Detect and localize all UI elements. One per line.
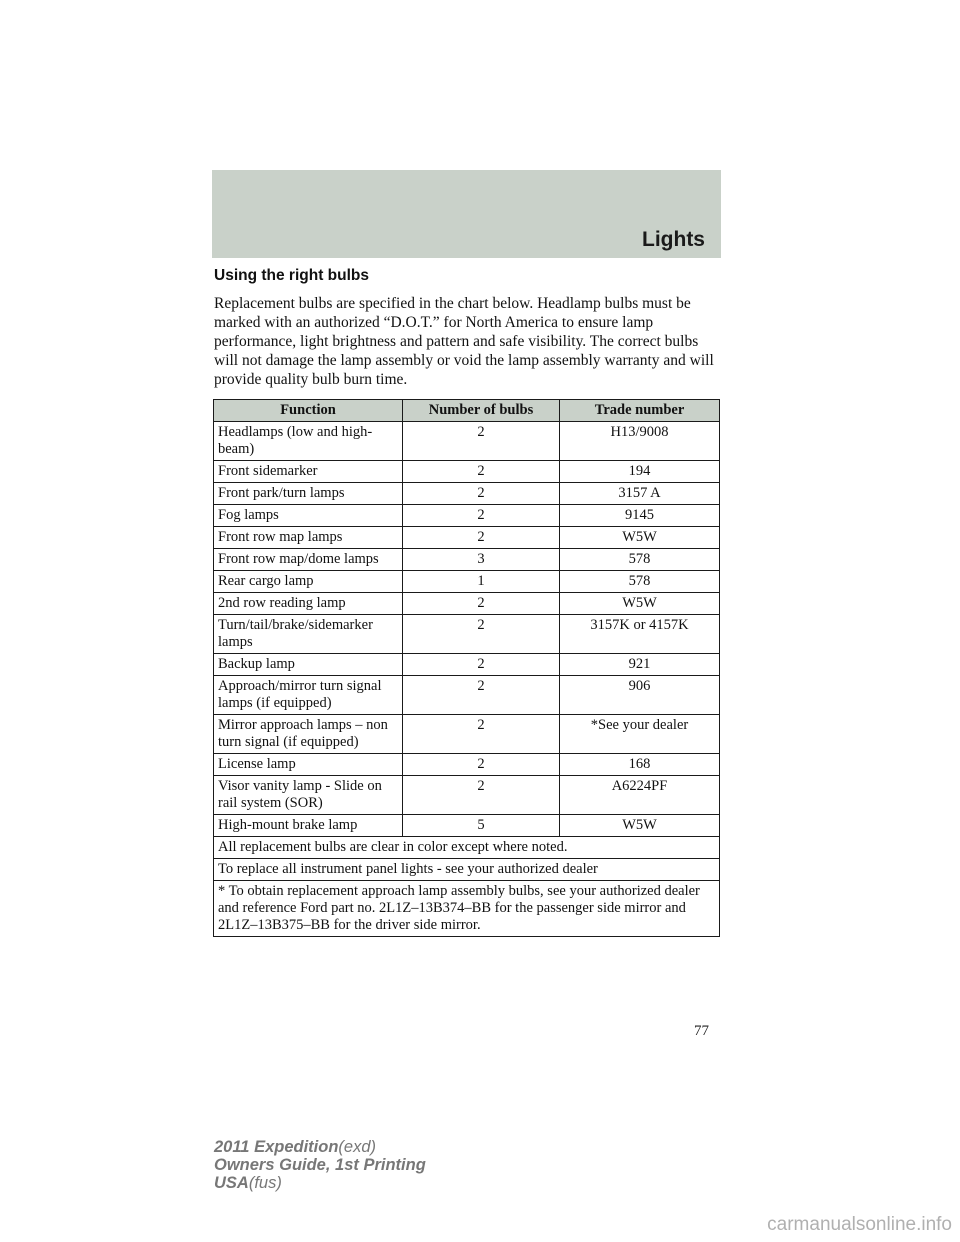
table-row <box>214 422 720 461</box>
bulb-chart-table <box>213 399 720 937</box>
cell-function: Front sidemarker <box>214 461 403 483</box>
cell-number-of-bulbs: 2 <box>403 776 560 815</box>
bulb-table-body <box>214 422 720 837</box>
cell-function: Headlamps (low and high-beam) <box>214 422 403 461</box>
table-row <box>214 571 720 593</box>
column-header-number-of-bulbs: Number of bulbs <box>403 400 560 422</box>
cell-number-of-bulbs: 2 <box>403 461 560 483</box>
cell-trade-number: 3157K or 4157K <box>560 615 720 654</box>
table-note-row <box>214 881 720 937</box>
table-row <box>214 483 720 505</box>
cell-number-of-bulbs: 2 <box>403 615 560 654</box>
section-title: Lights <box>642 228 705 251</box>
page-content <box>214 266 720 937</box>
cell-function: Front row map/dome lamps <box>214 549 403 571</box>
cell-trade-number: 194 <box>560 461 720 483</box>
section-header-band <box>212 170 721 258</box>
table-row <box>214 654 720 676</box>
table-row <box>214 461 720 483</box>
cell-trade-number: *See your dealer <box>560 715 720 754</box>
cell-trade-number: H13/9008 <box>560 422 720 461</box>
table-row <box>214 593 720 615</box>
section-heading: Using the right bulbs <box>214 267 369 284</box>
page-number: 77 <box>694 1023 709 1039</box>
cell-number-of-bulbs: 1 <box>403 571 560 593</box>
cell-function: Fog lamps <box>214 505 403 527</box>
cell-number-of-bulbs: 2 <box>403 527 560 549</box>
cell-function: Front row map lamps <box>214 527 403 549</box>
cell-trade-number: A6224PF <box>560 776 720 815</box>
footer-market-code: (fus) <box>248 1174 282 1192</box>
column-header-trade-number: Trade number <box>560 400 720 422</box>
cell-trade-number: 906 <box>560 676 720 715</box>
print-footer <box>214 1138 426 1192</box>
cell-function: 2nd row reading lamp <box>214 593 403 615</box>
cell-function: High-mount brake lamp <box>214 815 403 837</box>
cell-number-of-bulbs: 2 <box>403 754 560 776</box>
cell-number-of-bulbs: 2 <box>403 483 560 505</box>
footer-line-model <box>214 1138 426 1156</box>
cell-trade-number: 578 <box>560 571 720 593</box>
cell-number-of-bulbs: 2 <box>403 505 560 527</box>
column-header-function: Function <box>214 400 403 422</box>
cell-trade-number: 9145 <box>560 505 720 527</box>
table-note-row <box>214 837 720 859</box>
cell-trade-number: 168 <box>560 754 720 776</box>
cell-trade-number: 921 <box>560 654 720 676</box>
cell-number-of-bulbs: 2 <box>403 676 560 715</box>
cell-number-of-bulbs: 2 <box>403 715 560 754</box>
cell-trade-number: 578 <box>560 549 720 571</box>
cell-function: License lamp <box>214 754 403 776</box>
table-row <box>214 754 720 776</box>
cell-function: Front park/turn lamps <box>214 483 403 505</box>
table-note: All replacement bulbs are clear in color except where noted. <box>214 837 720 859</box>
table-note: * To obtain replacement approach lamp assembly bulbs, see your authorized dealer and reference Ford part no. 2L1Z–13B374–BB for the passenger side mirror and 2L1Z–13B375–BB for the driver side mirror. <box>214 881 720 937</box>
cell-number-of-bulbs: 2 <box>403 422 560 461</box>
cell-function: Turn/tail/brake/sidemarker lamps <box>214 615 403 654</box>
footer-model: 2011 Expedition <box>214 1138 339 1156</box>
cell-number-of-bulbs: 2 <box>403 654 560 676</box>
cell-trade-number: W5W <box>560 815 720 837</box>
table-row <box>214 776 720 815</box>
table-note: To replace all instrument panel lights - see your authorized dealer <box>214 859 720 881</box>
table-note-row <box>214 859 720 881</box>
bulb-table-notes <box>214 837 720 937</box>
cell-function: Backup lamp <box>214 654 403 676</box>
cell-function: Mirror approach lamps – non turn signal (if equipped) <box>214 715 403 754</box>
cell-number-of-bulbs: 3 <box>403 549 560 571</box>
cell-trade-number: W5W <box>560 527 720 549</box>
footer-market: USA <box>214 1174 249 1192</box>
cell-function: Approach/mirror turn signal lamps (if equipped) <box>214 676 403 715</box>
table-row <box>214 527 720 549</box>
cell-trade-number: 3157 A <box>560 483 720 505</box>
table-row <box>214 549 720 571</box>
table-row <box>214 615 720 654</box>
cell-number-of-bulbs: 5 <box>403 815 560 837</box>
footer-line-market <box>214 1174 426 1192</box>
watermark-text: carmanualsonline.info <box>767 1214 952 1235</box>
table-row <box>214 815 720 837</box>
table-header-row <box>214 400 720 422</box>
cell-function: Visor vanity lamp - Slide on rail system (SOR) <box>214 776 403 815</box>
footer-line-printing: Owners Guide, 1st Printing <box>214 1156 426 1174</box>
footer-model-code: (exd) <box>338 1138 376 1156</box>
cell-function: Rear cargo lamp <box>214 571 403 593</box>
intro-paragraph: Replacement bulbs are specified in the chart below. Headlamp bulbs must be marked with an authorized “D.O.T.” for North America to ensure lamp performance, light brightness and pattern and safe visibility. The correct bulbs will not damage the lamp assembly or void the lamp assembly warranty and will provide quality bulb burn time. <box>214 295 714 388</box>
table-row <box>214 505 720 527</box>
table-row <box>214 676 720 715</box>
cell-number-of-bulbs: 2 <box>403 593 560 615</box>
cell-trade-number: W5W <box>560 593 720 615</box>
table-row <box>214 715 720 754</box>
